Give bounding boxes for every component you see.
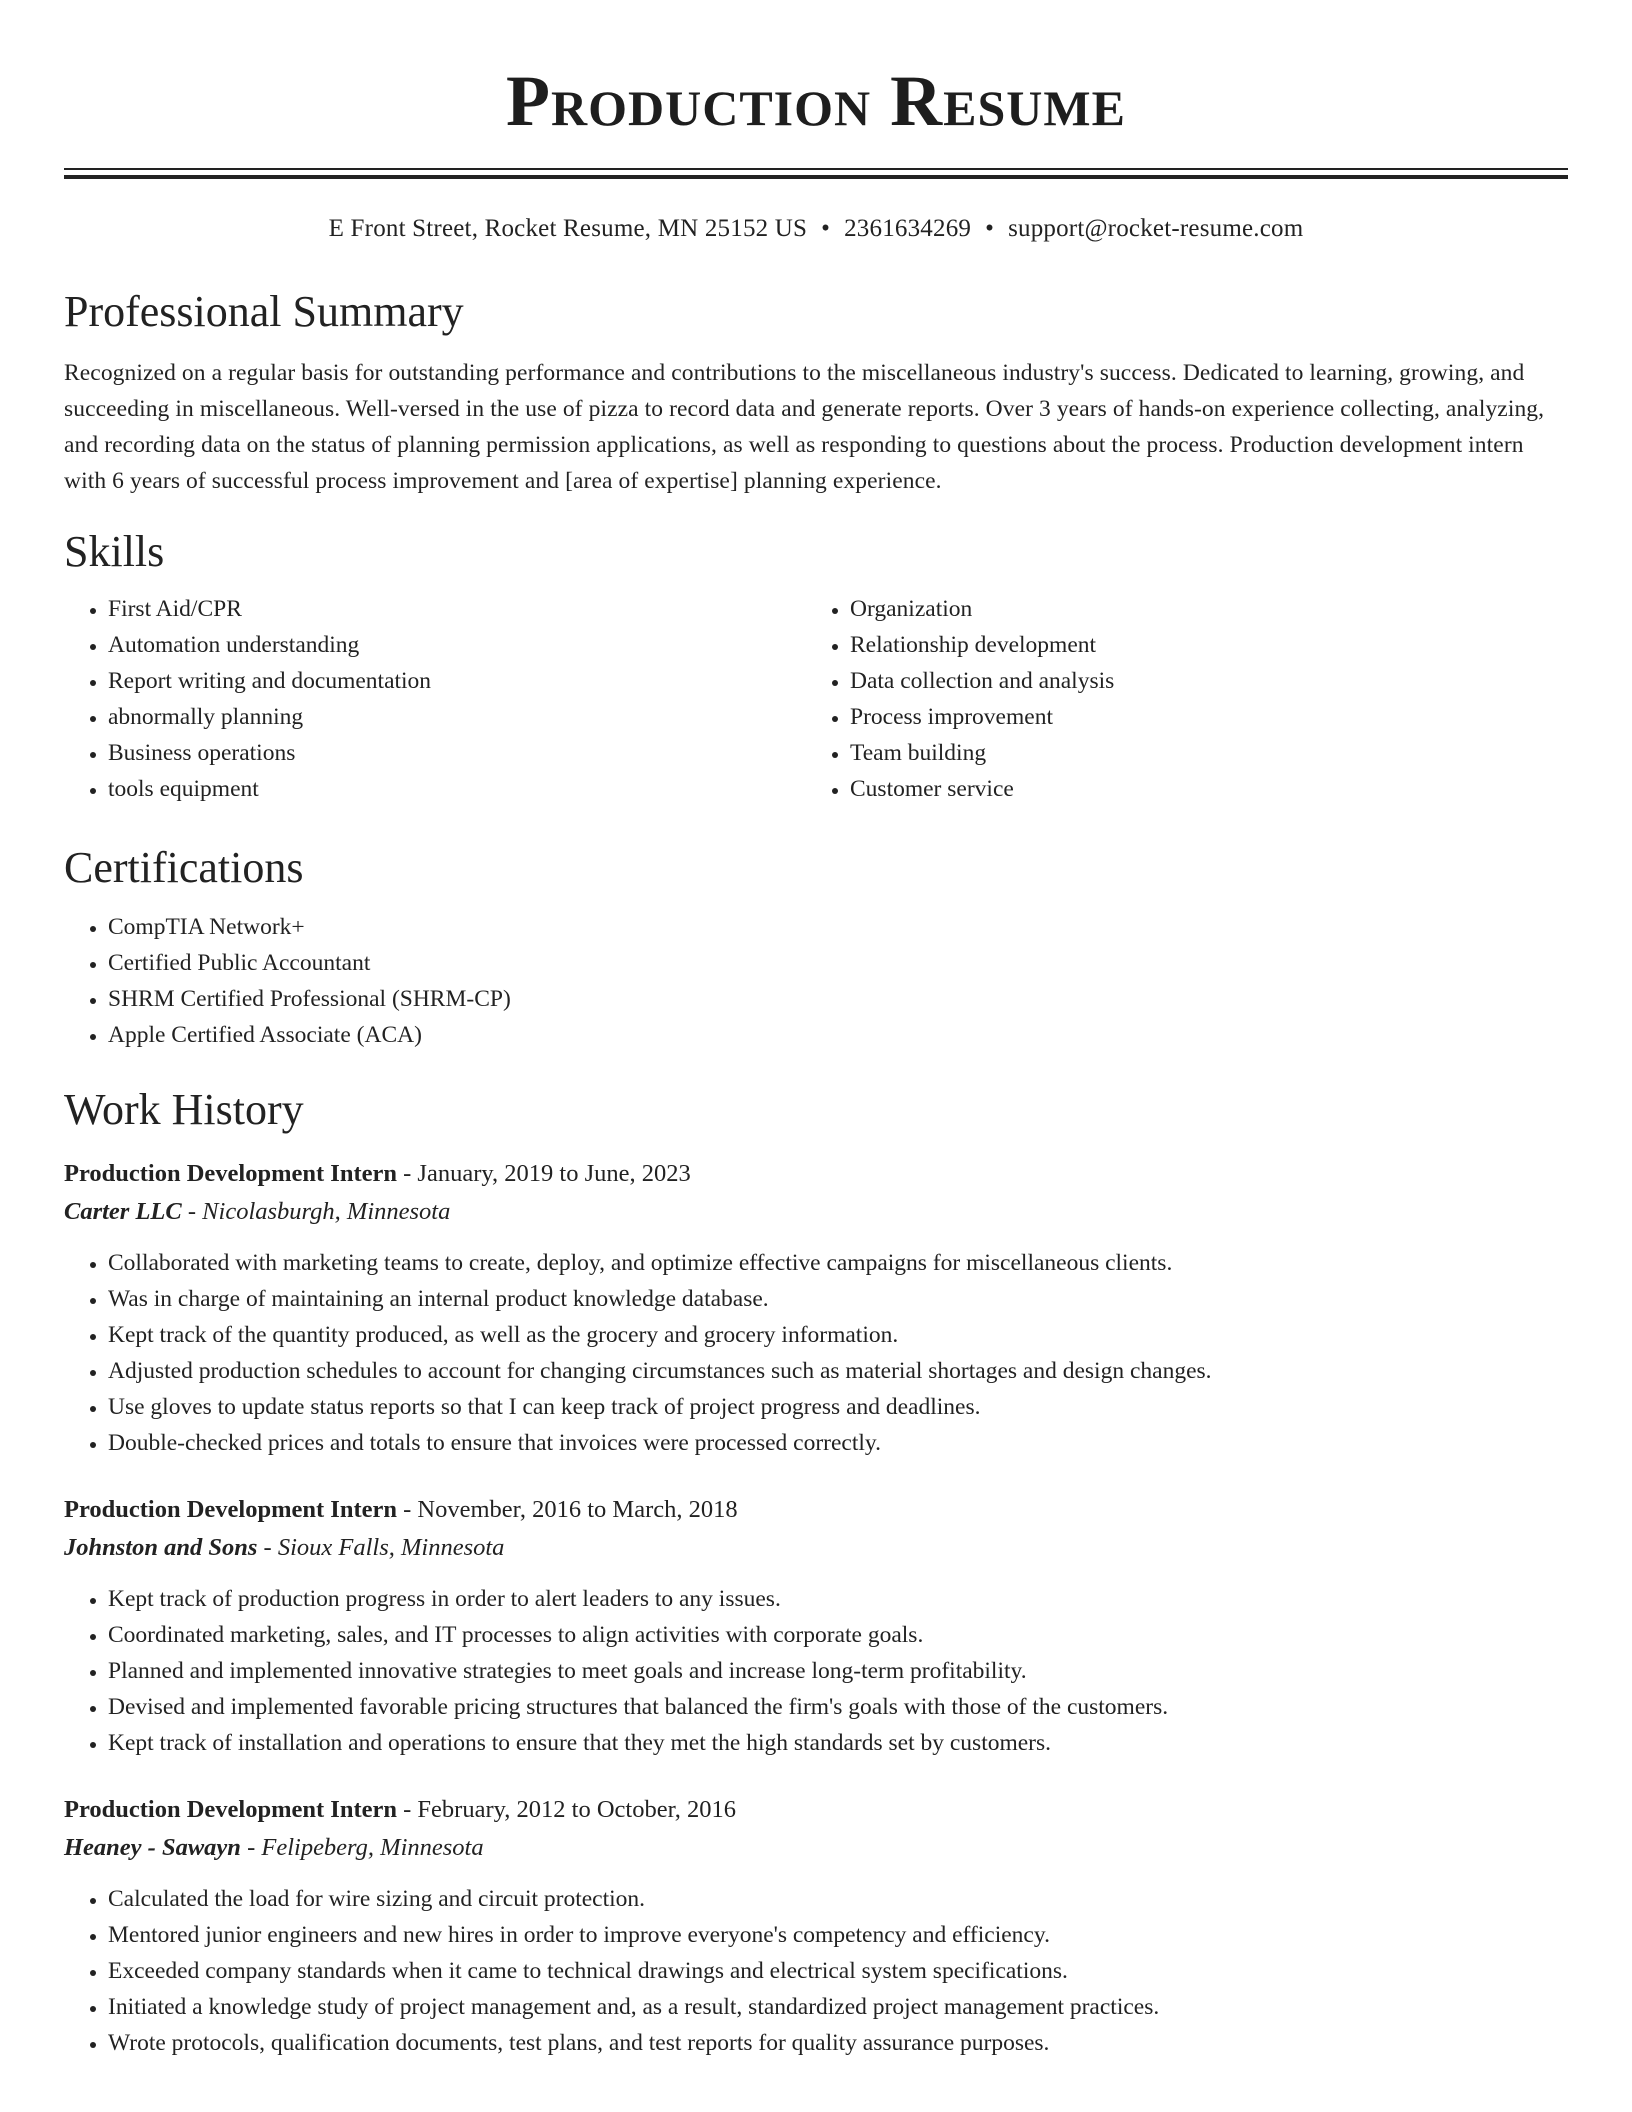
contact-email: support@rocket-resume.com: [1008, 215, 1304, 242]
skill-item: • Business operations: [108, 735, 806, 771]
company-line: [64, 1529, 1568, 1567]
skill-item: • Team building: [850, 735, 1548, 771]
job-bullet: • Adjusted production schedules to account for changing circumstances such as material shortages and design changes.: [108, 1353, 1568, 1389]
job-title: Production Development Intern: [64, 1796, 397, 1823]
job-bullet: • Initiated a knowledge study of project management and, as a result, standardized project management practices.: [108, 1989, 1568, 2025]
company-location: Sioux Falls, Minnesota: [277, 1534, 505, 1561]
certification-item: • Apple Certified Associate (ACA): [108, 1017, 1568, 1053]
job-bullet: • Wrote protocols, qualification documents, test plans, and test reports for quality assurance purposes.: [108, 2025, 1568, 2061]
job-bullet: • Calculated the load for wire sizing and circuit protection.: [108, 1881, 1568, 1917]
skill-item: • Data collection and analysis: [850, 663, 1548, 699]
title-rule-thick: [64, 175, 1568, 179]
job-entry: [64, 1491, 1568, 1761]
skill-item: • Relationship development: [850, 627, 1548, 663]
job-bullet: • Kept track of the quantity produced, as well as the grocery and grocery information.: [108, 1317, 1568, 1353]
job-bullets: [64, 1245, 1568, 1461]
company-name: Heaney - Sawayn: [64, 1834, 241, 1861]
summary-heading: Professional Summary: [64, 287, 464, 336]
skill-item: • Automation understanding: [108, 627, 806, 663]
job-dash: -: [397, 1496, 418, 1523]
job-title: Production Development Intern: [64, 1160, 397, 1187]
job-entry: [64, 1155, 1568, 1461]
job-dates: February, 2012 to October, 2016: [417, 1796, 737, 1823]
job-bullets: [64, 1581, 1568, 1761]
skill-item: • tools equipment: [108, 771, 806, 807]
job-bullets: [64, 1881, 1568, 2061]
skill-item: • abnormally planning: [108, 699, 806, 735]
job-title-line: [64, 1791, 1568, 1829]
company-dash: -: [240, 1834, 262, 1861]
title-rule-thin: [64, 168, 1568, 170]
resume-title: Production Resume: [506, 61, 1126, 141]
job-bullet: • Kept track of production progress in order to alert leaders to any issues.: [108, 1581, 1568, 1617]
job-dash: -: [397, 1796, 418, 1823]
job-bullet: • Kept track of installation and operations to ensure that they met the high standards set by customers.: [108, 1725, 1568, 1761]
skills-column-right: [806, 591, 1548, 807]
company-dash: -: [257, 1534, 278, 1561]
skill-item: • First Aid/CPR: [108, 591, 806, 627]
company-dash: -: [181, 1198, 203, 1225]
job-bullet: • Double-checked prices and totals to ensure that invoices were processed correctly.: [108, 1425, 1568, 1461]
skills-column-left: [64, 591, 806, 807]
company-line: [64, 1193, 1568, 1231]
job-dates: January, 2019 to June, 2023: [417, 1160, 691, 1187]
summary-text: Recognized on a regular basis for outstanding performance and contributions to the miscellaneous industry's success. Dedicated to learning, growing, and succeeding in miscellaneous. Well-versed in the use of pizza to record data and generate reports. Over 3 years of hands-on experience collecting, analyzing, and recording data on the status of planning permission applications, as well as responding to questions about the process. Production development intern with 6 years of successful process improvement and [area of expertise] planning experience.: [64, 360, 1545, 494]
job-title-line: [64, 1491, 1568, 1529]
company-line: [64, 1829, 1568, 1867]
company-name: Johnston and Sons: [64, 1534, 258, 1561]
job-dates: November, 2016 to March, 2018: [417, 1496, 738, 1523]
job-bullet: • Coordinated marketing, sales, and IT processes to align activities with corporate goals.: [108, 1617, 1568, 1653]
certifications-list: [64, 909, 1568, 1053]
job-dash: -: [397, 1160, 418, 1187]
skills-list-right: [806, 591, 1548, 807]
contact-phone: 2361634269: [844, 215, 972, 242]
skills-list-left: [64, 591, 806, 807]
job-bullet: • Devised and implemented favorable pricing structures that balanced the firm's goals with those of the customers.: [108, 1689, 1568, 1725]
skill-item: • Process improvement: [850, 699, 1548, 735]
certifications-heading: Certifications: [64, 843, 304, 892]
job-title-line: [64, 1155, 1568, 1193]
work-history-heading: Work History: [64, 1085, 304, 1134]
skills-columns: [64, 591, 1568, 807]
job-title: Production Development Intern: [64, 1496, 397, 1523]
skill-item: • Customer service: [850, 771, 1548, 807]
job-entry: [64, 1791, 1568, 2061]
job-bullet: • Exceeded company standards when it came to technical drawings and electrical system specifications.: [108, 1953, 1568, 1989]
job-bullet: • Use gloves to update status reports so that I can keep track of project progress and deadlines.: [108, 1389, 1568, 1425]
certification-item: • CompTIA Network+: [108, 909, 1568, 945]
company-location: Nicolasburgh, Minnesota: [202, 1198, 451, 1225]
job-bullet: • Was in charge of maintaining an internal product knowledge database.: [108, 1281, 1568, 1317]
certification-item: • SHRM Certified Professional (SHRM-CP): [108, 981, 1568, 1017]
company-name: Carter LLC: [64, 1198, 182, 1225]
contact-separator: •: [985, 215, 995, 242]
skills-heading: Skills: [64, 527, 165, 576]
certification-item: • Certified Public Accountant: [108, 945, 1568, 981]
contact-separator: •: [821, 215, 831, 242]
skill-item: • Organization: [850, 591, 1548, 627]
contact-line: [64, 213, 1568, 245]
company-location: Felipeberg, Minnesota: [261, 1834, 484, 1861]
job-bullet: • Planned and implemented innovative strategies to meet goals and increase long-term profitability.: [108, 1653, 1568, 1689]
job-bullet: • Mentored junior engineers and new hires in order to improve everyone's competency and efficiency.: [108, 1917, 1568, 1953]
job-bullet: • Collaborated with marketing teams to create, deploy, and optimize effective campaigns for miscellaneous clients.: [108, 1245, 1568, 1281]
contact-address: E Front Street, Rocket Resume, MN 25152 US: [328, 215, 808, 242]
skill-item: • Report writing and documentation: [108, 663, 806, 699]
